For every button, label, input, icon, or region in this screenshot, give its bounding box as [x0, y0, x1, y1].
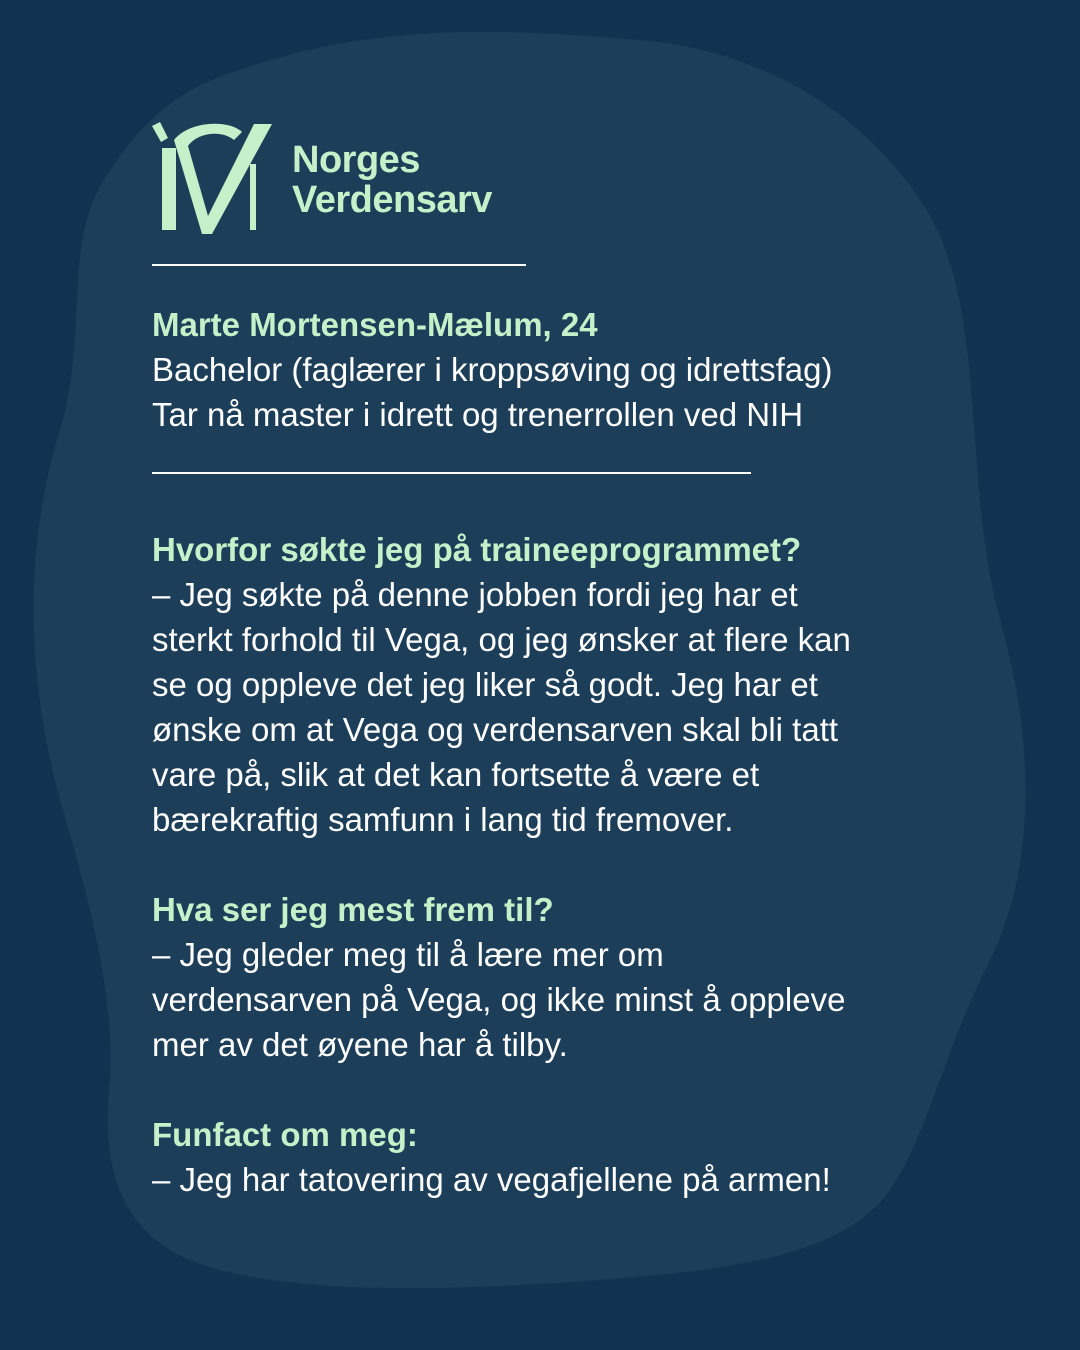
answer-line: bærekraftig samfunn i lang tid fremover. [152, 801, 734, 838]
question: Funfact om meg: [152, 1116, 418, 1153]
answer-line: vare på, slik at det kan fortsette å være et [152, 756, 760, 793]
qa-block-3 [152, 1112, 831, 1202]
qa-block-2 [152, 887, 845, 1067]
answer-line: verdensarven på Vega, og ikke minst å oppleve [152, 981, 846, 1018]
answer-line: mer av det øyene har å tilby. [152, 1026, 568, 1063]
profile-block [152, 302, 832, 437]
qa-block-1 [152, 527, 851, 842]
norges-verdensarv-logo-icon [150, 120, 274, 236]
brand-name-line1: Norges [292, 139, 420, 181]
profile-education: Bachelor (faglærer i kroppsøving og idrettsfag) [152, 351, 833, 388]
profile-current: Tar nå master i idrett og trenerrollen ved NIH [152, 396, 804, 433]
answer-line: – Jeg søkte på denne jobben fordi jeg har et [152, 576, 798, 613]
question: Hvorfor søkte jeg på traineeprogrammet? [152, 531, 802, 568]
answer-line: – Jeg gleder meg til å lære mer om [152, 936, 664, 973]
answer-line: – Jeg har tatovering av vegafjellene på armen! [152, 1161, 831, 1198]
answer-line: ønske om at Vega og verdensarven skal bli tatt [152, 711, 839, 748]
answer-line: se og oppleve det jeg liker så godt. Jeg har et [152, 666, 818, 703]
brand-name-line2: Verdensarv [292, 179, 492, 221]
brand-wordmark [292, 140, 492, 220]
profile-name: Marte Mortensen-Mælum, 24 [152, 306, 598, 343]
divider-middle [152, 472, 751, 474]
answer-line: sterkt forhold til Vega, og jeg ønsker at flere kan [152, 621, 851, 658]
divider-top [152, 264, 526, 266]
question: Hva ser jeg mest frem til? [152, 891, 554, 928]
